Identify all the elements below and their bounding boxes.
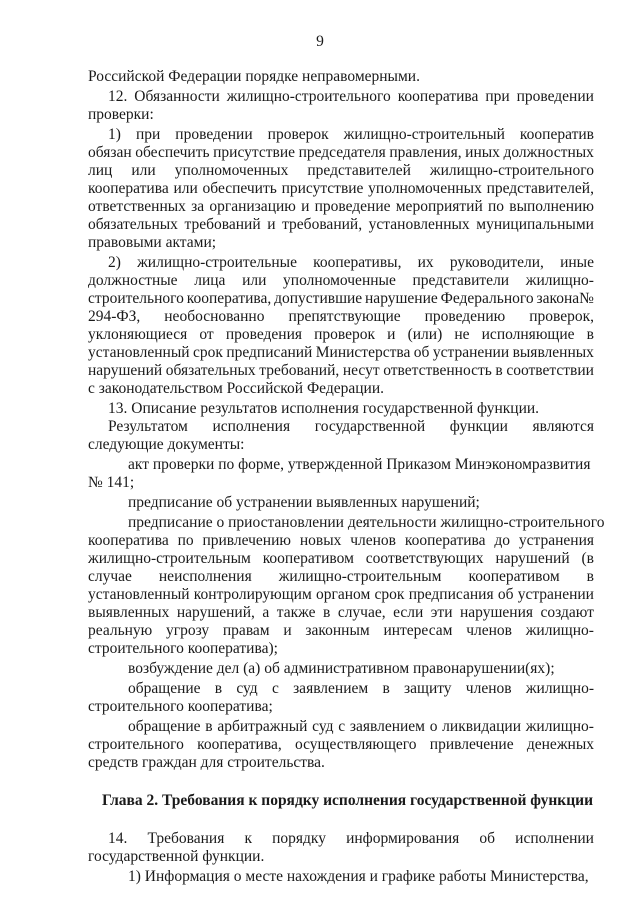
text-line: выявленных нарушений, а также в случае, если эти нарушения создают bbox=[88, 604, 594, 621]
text-line: 1) Информация о месте нахождения и графике работы Министерства, bbox=[128, 868, 589, 885]
chapter-heading: Глава 2. Требования к порядку исполнения государственной функции bbox=[102, 792, 594, 809]
text-line: случае неисполнения жилищно-строительным кооперативом в bbox=[88, 568, 594, 585]
text-line: № 141; bbox=[88, 474, 135, 491]
text-line: Результатом исполнения государственной функции являются bbox=[108, 418, 594, 435]
text-line: обязан обеспечить присутствие председателя правления, иных должностных bbox=[88, 144, 594, 161]
text-line: лиц или уполномоченных представителей жилищно-строительного bbox=[88, 162, 594, 179]
text-line: правовыми актами; bbox=[88, 234, 217, 251]
text-line: уклоняющиеся от проведения проверок и (или) не исполняющие в bbox=[88, 326, 594, 343]
text-line: 1) при проведении проверок жилищно-строительный кооператив bbox=[108, 126, 594, 143]
text-line: 294-ФЗ, необоснованно препятствующие проведению проверок, bbox=[88, 308, 594, 325]
text-line: кооператива по привлечению новых членов кооператива до устранения bbox=[88, 532, 594, 549]
text-line: реальную угрозу правам и законным интересам членов жилищно- bbox=[88, 622, 594, 639]
text-line: 12. Обязанности жилищно-строительного кооператива при проведении bbox=[108, 88, 594, 105]
text-line: ответственных за организацию и проведение мероприятий по выполнению bbox=[88, 198, 594, 215]
text-line: проверки: bbox=[88, 106, 154, 123]
text-line: жилищно-строительным кооперативом соответствующих нарушений (в bbox=[88, 550, 594, 567]
text-line: строительного кооператива, осуществляющего привлечение денежных bbox=[88, 736, 594, 753]
text-line: предписание о приостановлении деятельности жилищно-строительного bbox=[128, 514, 605, 531]
text-line: строительного кооператива, допустившие нарушение Федерального закона№ bbox=[88, 290, 594, 307]
text-line: должностные лица или уполномоченные представители жилищно- bbox=[88, 272, 594, 289]
text-line: средств граждан для строительства. bbox=[88, 754, 325, 771]
text-line: обязательных требований и требований, установленных муниципальными bbox=[88, 216, 594, 233]
text-line: установленный срок предписаний Министерства об устранении выявленных bbox=[88, 344, 594, 361]
page-number: 9 bbox=[316, 33, 324, 50]
text-line: с законодательством Российской Федерации. bbox=[88, 380, 385, 397]
text-line: акт проверки по форме, утвержденной Приказом Минэкономразвития bbox=[128, 456, 591, 473]
text-line: государственной функции. bbox=[88, 848, 265, 865]
text-line: строительного кооператива; bbox=[88, 698, 273, 715]
text-line: нарушений обязательных требований, несут ответственность в соответствии bbox=[88, 362, 594, 379]
text-line: 2) жилищно-строительные кооперативы, их руководители, иные bbox=[108, 254, 594, 271]
text-line: следующие документы: bbox=[88, 436, 245, 453]
text-line: Российской Федерации порядке неправомерными. bbox=[88, 68, 420, 85]
text-line: 14. Требования к порядку информирования об исполнении bbox=[108, 830, 594, 847]
text-line: обращение в арбитражный суд с заявлением о ликвидации жилищно- bbox=[128, 718, 594, 735]
text-line: кооператива или обеспечить присутствие уполномоченных представителей, bbox=[88, 180, 594, 197]
text-line: 13. Описание результатов исполнения государственной функции. bbox=[108, 400, 540, 417]
text-line: строительного кооператива); bbox=[88, 640, 278, 657]
text-line: установленный контролирующим органом срок предписания об устранении bbox=[88, 586, 594, 603]
text-line: предписание об устранении выявленных нарушений; bbox=[128, 494, 480, 511]
text-line: возбуждение дел (а) об административном правонарушении(ях); bbox=[128, 660, 555, 677]
text-line: обращение в суд с заявлением в защиту членов жилищно- bbox=[128, 680, 594, 697]
